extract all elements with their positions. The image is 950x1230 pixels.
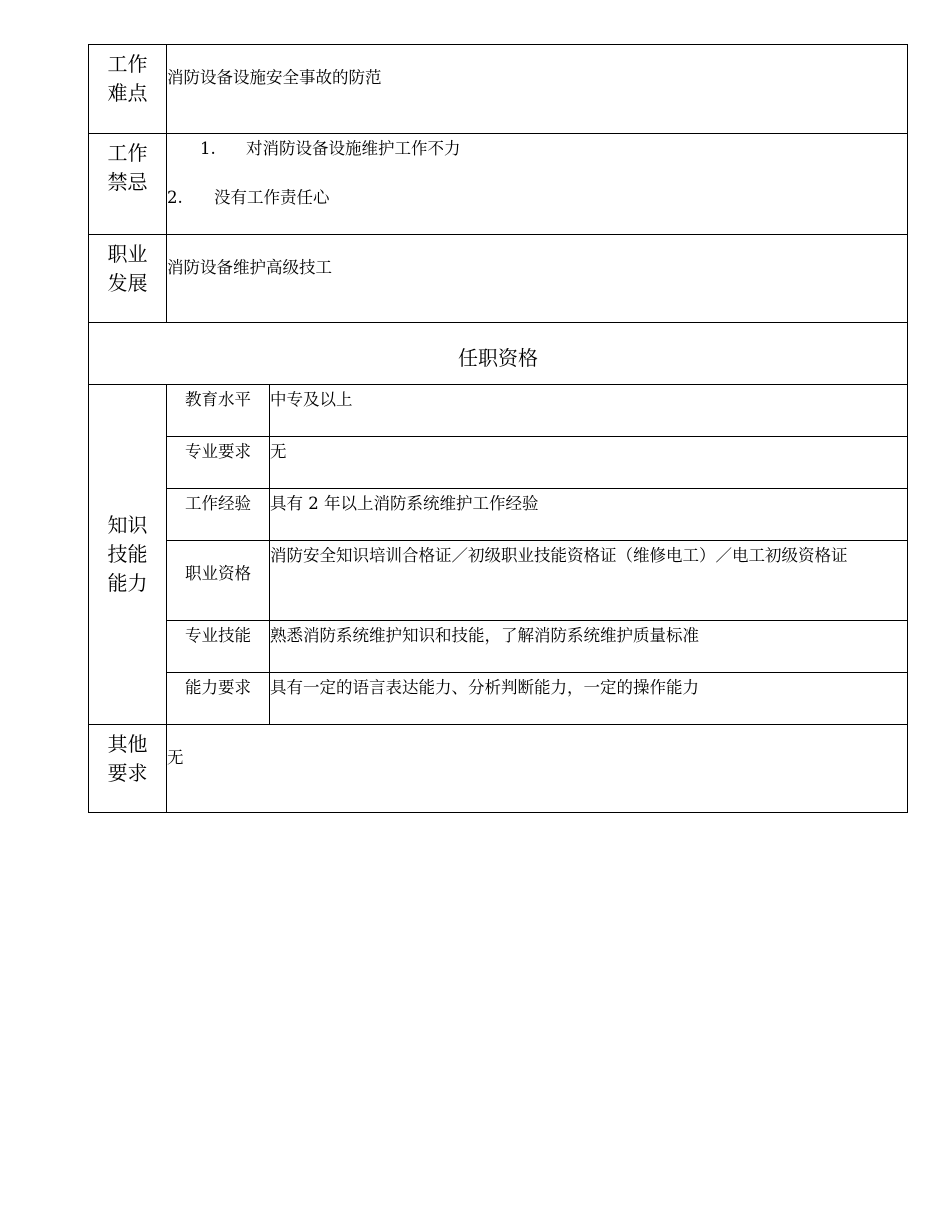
skills-group-label (89, 385, 167, 725)
difficulty-value: 消防设备设施安全事故的防范 (167, 68, 382, 87)
qualification-title-row (89, 323, 908, 385)
education-value: 中专及以上 (270, 385, 908, 437)
qualification-row-experience (89, 489, 908, 541)
taboo-item-1-number: 1. (200, 139, 216, 158)
taboo-item-1-text: 对消防设备设施维护工作不力 (246, 139, 461, 158)
qualification-row-skills (89, 621, 908, 673)
skills-group-label-line2: 技能 (107, 542, 148, 566)
experience-value: 具有 2 年以上消防系统维护工作经验 (270, 489, 908, 541)
skills-label: 专业技能 (167, 621, 270, 673)
qualification-title: 任职资格 (89, 323, 908, 385)
ability-value: 具有一定的语言表达能力、分析判断能力，一定的操作能力 (270, 673, 908, 725)
other-row (89, 725, 908, 813)
career-label-line1: 职业 (107, 242, 148, 266)
experience-label: 工作经验 (167, 489, 270, 541)
taboo-label-line2: 禁忌 (107, 170, 148, 194)
difficulty-label (89, 45, 167, 134)
taboo-item-2-number: 2. (167, 188, 183, 207)
taboo-item-2-text: 没有工作责任心 (214, 188, 330, 207)
career-value: 消防设备维护高级技工 (167, 258, 332, 277)
difficulty-value-cell (167, 45, 908, 134)
other-value-cell (167, 725, 908, 813)
qualification-row-certificate (89, 541, 908, 621)
taboo-label (89, 134, 167, 235)
ability-label: 能力要求 (167, 673, 270, 725)
skills-group-label-line1: 知识 (107, 513, 148, 537)
taboo-item-2 (167, 187, 907, 209)
skills-value: 熟悉消防系统维护知识和技能，了解消防系统维护质量标准 (270, 621, 908, 673)
career-label (89, 235, 167, 323)
certificate-label: 职业资格 (167, 541, 270, 621)
other-label (89, 725, 167, 813)
certificate-value: 消防安全知识培训合格证／初级职业技能资格证（维修电工）／电工初级资格证 (270, 541, 908, 621)
career-label-line2: 发展 (107, 271, 148, 295)
skills-group-label-line3: 能力 (107, 571, 148, 595)
difficulty-label-line1: 工作 (107, 52, 148, 76)
difficulty-row (89, 45, 908, 134)
qualification-row-ability (89, 673, 908, 725)
major-value: 无 (270, 437, 908, 489)
education-label: 教育水平 (167, 385, 270, 437)
taboo-row (89, 134, 908, 235)
taboo-item-1 (167, 138, 907, 160)
qualification-row-major (89, 437, 908, 489)
job-description-table (88, 44, 908, 813)
other-label-line2: 要求 (107, 761, 148, 785)
other-value: 无 (167, 748, 184, 767)
career-value-cell (167, 235, 908, 323)
major-label: 专业要求 (167, 437, 270, 489)
qualification-row-education (89, 385, 908, 437)
other-label-line1: 其他 (107, 732, 148, 756)
taboo-label-line1: 工作 (107, 141, 148, 165)
difficulty-label-line2: 难点 (107, 81, 148, 105)
career-row (89, 235, 908, 323)
taboo-list (167, 134, 908, 235)
